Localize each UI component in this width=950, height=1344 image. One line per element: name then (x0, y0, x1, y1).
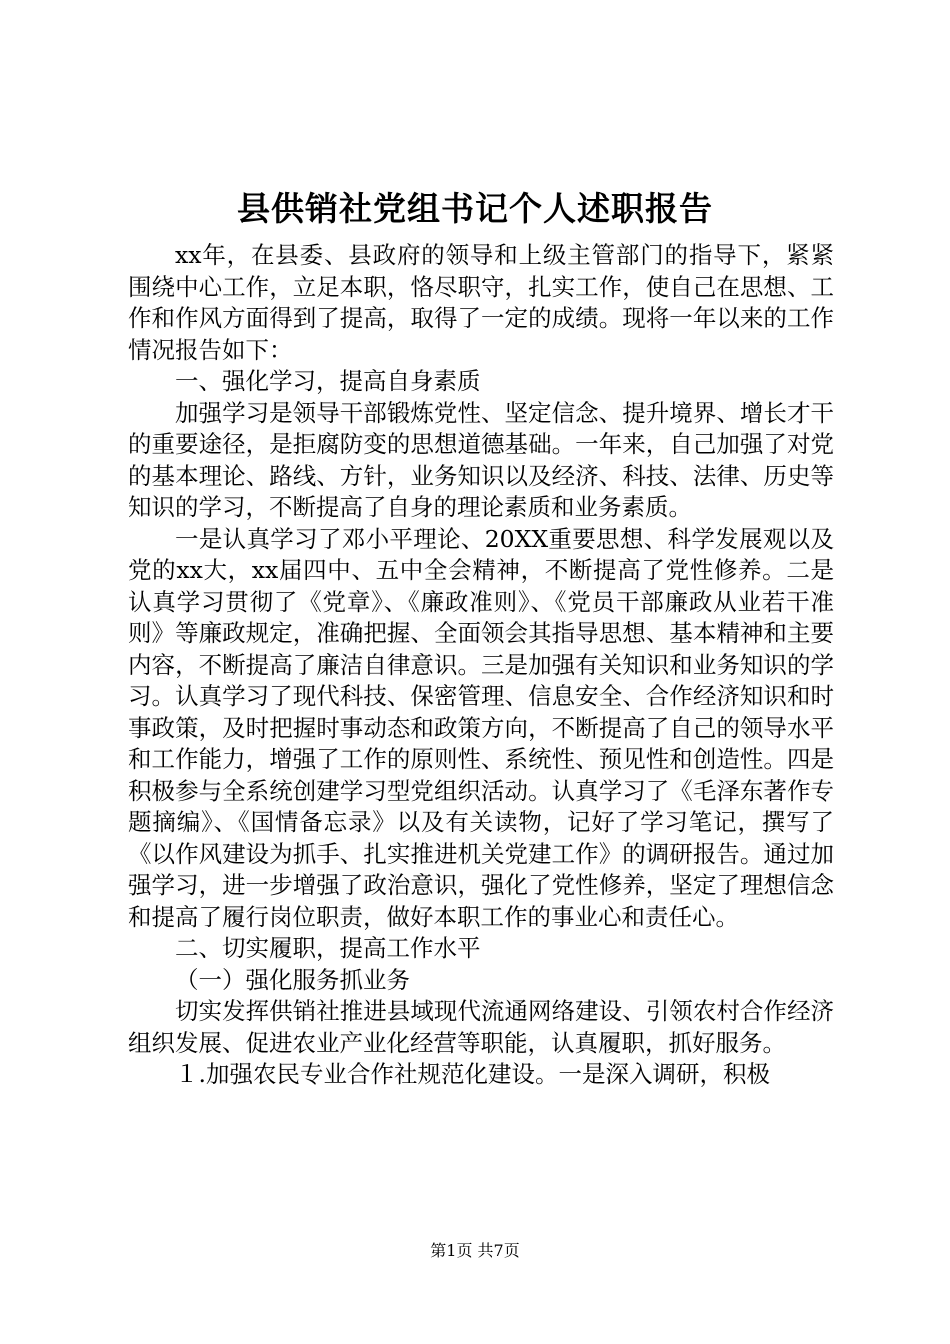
body-paragraph: 一是认真学习了邓小平理论、20XX重要思想、科学发展观以及党的xx大，xx届四中、五中全会精神，不断提高了党性修养。二是认真学习贯彻了《党章》、《廉政准则》、《党员干部廉政从业若干准则》等廉政规定，准确把握、全面领会其指导思想、基本精神和主要内容，不断提高了廉洁自律意识。三是加强有关知识和业务知识的学习。认真学习了现代科技、保密管理、信息安全、合作经济知识和时事政策，及时把握时事动态和政策方向，不断提高了自己的领导水平和工作能力，增强了工作的原则性、系统性、预见性和创造性。四是积极参与全系统创建学习型党组织活动。认真学习了《毛泽东著作专题摘编》、《国情备忘录》以及有关读物，记好了学习笔记，撰写了《以作风建设为抓手、扎实推进机关党建工作》的调研报告。通过加强学习，进一步增强了政治意识，强化了党性修养，坚定了理想信念和提高了履行岗位职责，做好本职工作的事业心和责任心。 (128, 524, 834, 931)
document-title: 县供销社党组书记个人述职报告 (237, 189, 713, 228)
section-heading-2: 二、切实履职，提高工作水平 (175, 934, 481, 962)
subsection-heading: （一）强化服务抓业务 (175, 965, 410, 994)
body-paragraph: 切实发挥供销社推进县域现代流通网络建设、引领农村合作经济组织发展、促进农业产业化经营等职能，认真履职，抓好服务。 (128, 997, 834, 1057)
document-body (128, 240, 834, 1091)
body-paragraph: 加强学习是领导干部锻炼党性、坚定信念、提升境界、增长才干的重要途径，是拒腐防变的思想道德基础。一年来，自己加强了对党的基本理论、路线、方针，业务知识以及经济、科技、法律、历史等知识的学习，不断提高了自身的理论素质和业务素质。 (128, 398, 834, 521)
body-paragraph: １.加强农民专业合作社规范化建设。一是深入调研，积极 (175, 1060, 770, 1088)
page-number-footer: 第1页 共7页 (430, 1241, 520, 1260)
intro-paragraph: xx年，在县委、县政府的领导和上级主管部门的指导下，紧紧围绕中心工作，立足本职，恪尽职守，扎实工作，使自己在思想、工作和作风方面得到了提高，取得了一定的成绩。现将一年以来的工作情况报告如下： (128, 241, 834, 364)
section-heading-1: 一、强化学习，提高自身素质 (175, 367, 481, 395)
